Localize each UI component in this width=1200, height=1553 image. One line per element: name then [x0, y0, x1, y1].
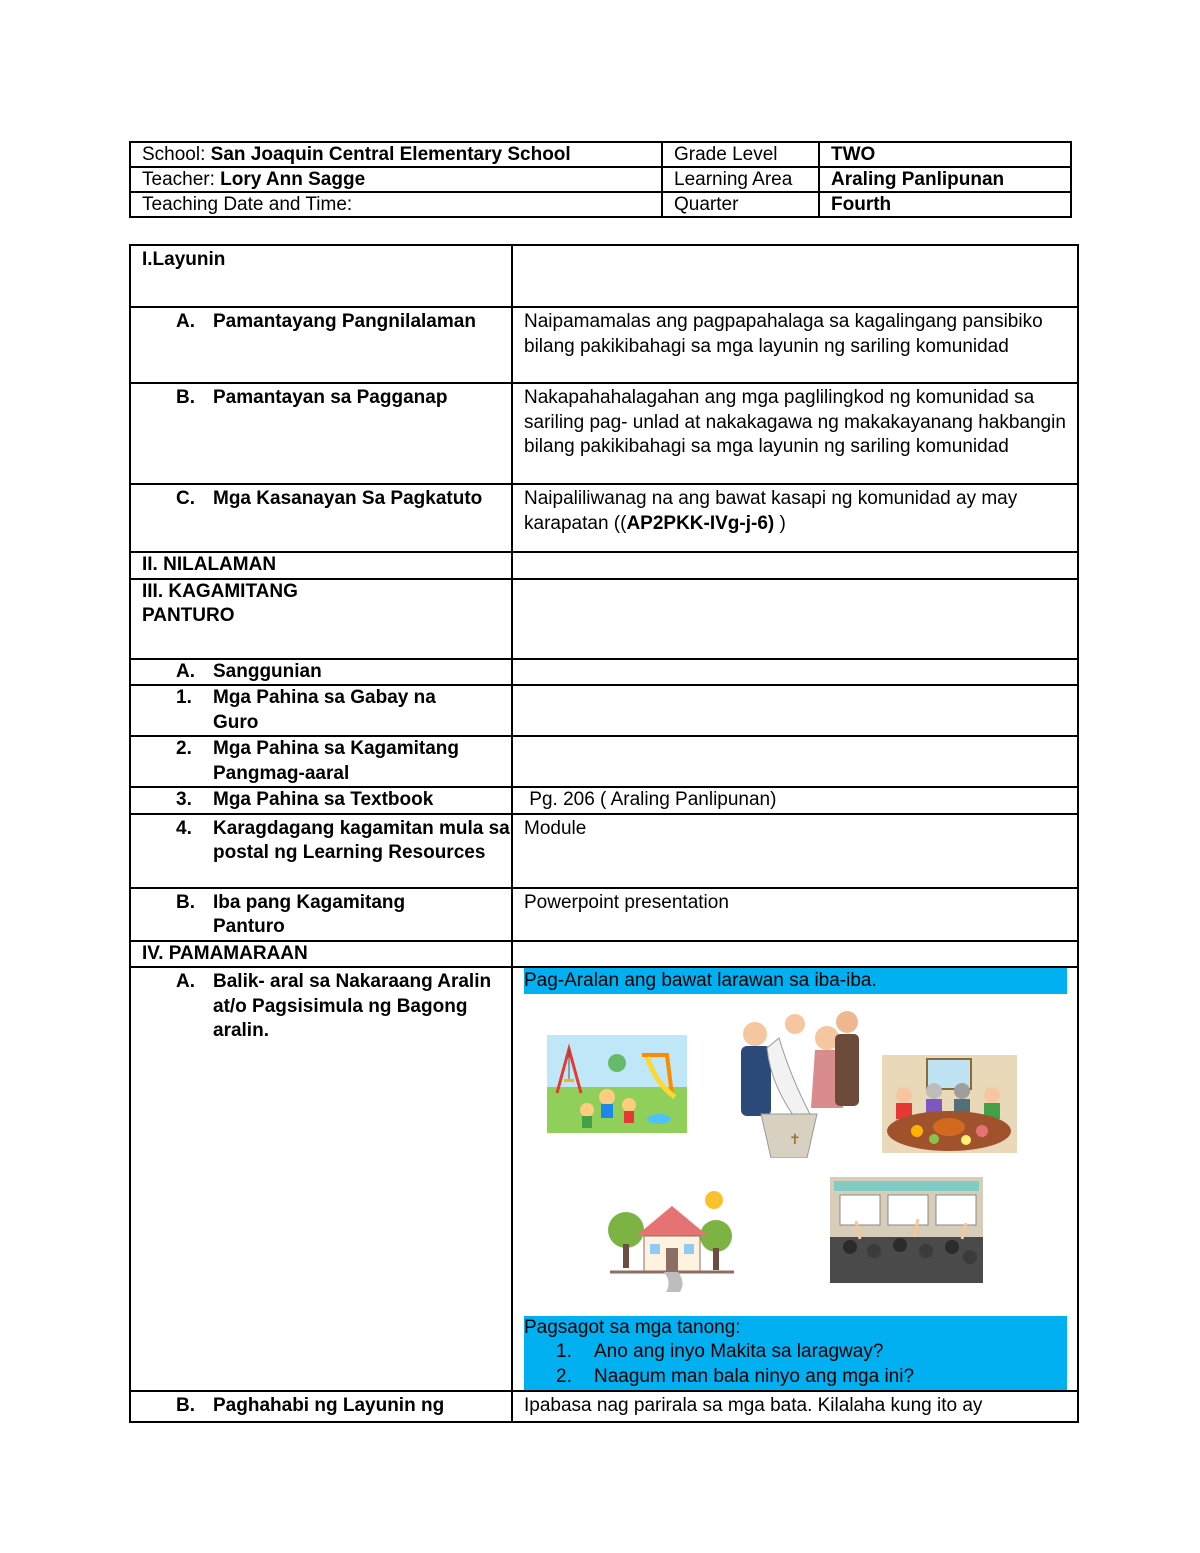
list-marker: B.	[176, 891, 195, 913]
question-number: 2.	[556, 1365, 572, 1387]
row-kagamitang-panturo	[130, 579, 1078, 659]
svg-text:✝: ✝	[789, 1130, 801, 1147]
row-pamamaraan	[130, 941, 1078, 968]
baptism-picture	[731, 1008, 861, 1158]
list-marker: A.	[176, 971, 195, 992]
pamamaraan-title: IV. PAMAMARAAN	[142, 942, 308, 964]
row-layunin	[130, 245, 1078, 307]
teacher-label: Teacher:	[142, 168, 215, 190]
row-balik-aral	[130, 967, 1078, 1391]
competency-code: AP2PKK-IVg-j-6)	[626, 512, 775, 534]
row-nilalaman	[130, 552, 1078, 579]
list-marker: C.	[176, 488, 195, 509]
layunin-title: I.Layunin	[142, 249, 226, 270]
question-number: 1.	[556, 1341, 572, 1362]
header-row-teacher	[130, 167, 1071, 192]
row-iba-pang-kagamitan	[130, 888, 1078, 941]
balik-aral-label: Balik- aral sa Nakaraang Aralin at/o Pagsisimula ng Bagong aralin.	[213, 971, 492, 1041]
nilalaman-title: II. NILALAMAN	[142, 554, 277, 575]
list-marker: 3.	[176, 789, 192, 810]
list-marker: A.	[176, 311, 195, 332]
header-row-date	[130, 192, 1071, 217]
iba-pang-kagamitan-label: Iba pang Kagamitang Panturo	[213, 891, 406, 937]
kagamitang-pangmag-aaral-label: Mga Pahina sa Kagamitang Pangmag-aaral	[213, 738, 460, 784]
paghahabi-label: Paghahabi ng Layunin ng	[213, 1395, 445, 1416]
family-dinner-picture	[882, 1055, 1017, 1153]
quarter-label: Quarter	[662, 192, 819, 217]
picture-gallery	[524, 994, 1067, 1314]
school-value: San Joaquin Central Elementary School	[210, 143, 571, 165]
kasanayan-description: Naipaliliwanag na ang bawat kasapi ng komunidad ay may karapatan ((	[524, 488, 1018, 534]
row-paghahabi	[130, 1391, 1078, 1422]
row-kagamitang-pangmag-aaral	[130, 736, 1078, 787]
list-marker: B.	[176, 387, 195, 408]
grade-label: Grade Level	[662, 142, 819, 167]
lesson-plan-table	[129, 244, 1079, 1423]
sanggunian-label: Sanggunian	[213, 660, 322, 682]
pamantayan-sa-pagganap-text: Nakapahahalagahan ang mga paglilingkod ng komunidad sa sariling pag- unlad at nakakagawa ng makakayanang hakbangin bilang pakikibahagi sa mga layunin ng sariling komunidad	[524, 387, 1066, 457]
list-marker: B.	[176, 1395, 195, 1416]
header-table	[129, 141, 1072, 218]
list-marker: 1.	[176, 687, 192, 708]
quarter-value: Fourth	[819, 192, 1071, 217]
house-picture	[606, 1186, 738, 1292]
area-value: Araling Panlipunan	[819, 167, 1071, 192]
kasanayan-end: )	[774, 512, 786, 534]
kasanayan-text	[524, 485, 1069, 536]
kagamitang-panturo-title: III. KAGAMITANG PANTURO	[142, 580, 298, 626]
question-text: Ano ang inyo Makita sa laragway?	[594, 1341, 884, 1362]
questions-title: Pagsagot sa mga tanong:	[524, 1316, 741, 1338]
teacher-cell	[130, 167, 662, 192]
karagdagang-kagamitan-value: Module	[524, 817, 587, 839]
row-sanggunian	[130, 659, 1078, 686]
area-label: Learning Area	[662, 167, 819, 192]
kasanayan-label: Mga Kasanayan Sa Pagkatuto	[213, 488, 483, 509]
row-pamantayan-sa-pagganap	[130, 383, 1078, 484]
karagdagang-kagamitan-label: Karagdagang kagamitan mula sa postal ng Learning Resources	[213, 817, 510, 863]
paghahabi-text: Ipabasa nag parirala sa mga bata. Kilalaha kung ito ay	[524, 1395, 983, 1416]
row-gabay-guro	[130, 685, 1078, 736]
question-text: Naagum man bala ninyo ang mga ini?	[594, 1365, 915, 1387]
questions-box	[524, 1316, 1067, 1391]
teacher-value: Lory Ann Sagge	[220, 168, 366, 190]
pamantayang-pangnilalaman-label: Pamantayang Pangnilalaman	[213, 311, 476, 332]
list-marker: 4.	[176, 817, 192, 839]
date-label: Teaching Date and Time:	[130, 192, 662, 217]
textbook-value: Pg. 206 ( Araling Panlipunan)	[524, 789, 777, 810]
pamantayang-pangnilalaman-text: Naipamamalas ang pagpapahalaga sa kagalingang pansibiko bilang pakikibahagi sa mga layunin ng sariling komunidad	[524, 311, 1043, 357]
grade-value: TWO	[819, 142, 1071, 167]
row-karagdagang-kagamitan	[130, 814, 1078, 888]
list-marker: A.	[176, 660, 195, 682]
classroom-picture	[830, 1177, 983, 1283]
row-kasanayan	[130, 484, 1078, 552]
list-marker: 2.	[176, 738, 192, 759]
row-textbook	[130, 787, 1078, 814]
header-row-school	[130, 142, 1071, 167]
balik-aral-instruction: Pag-Aralan ang bawat larawan sa iba-iba.	[524, 968, 1067, 994]
textbook-label: Mga Pahina sa Textbook	[213, 789, 434, 810]
gabay-guro-label: Mga Pahina sa Gabay na Guro	[213, 687, 436, 733]
list-item	[556, 1340, 1067, 1365]
school-cell	[130, 142, 662, 167]
row-pamantayang-pangnilalaman	[130, 307, 1078, 383]
pamantayan-sa-pagganap-label: Pamantayan sa Pagganap	[213, 387, 448, 408]
iba-pang-kagamitan-value: Powerpoint presentation	[524, 891, 729, 913]
list-item	[556, 1365, 1067, 1390]
questions-list	[524, 1340, 1067, 1389]
school-label: School:	[142, 143, 206, 165]
playground-picture	[547, 1035, 687, 1133]
